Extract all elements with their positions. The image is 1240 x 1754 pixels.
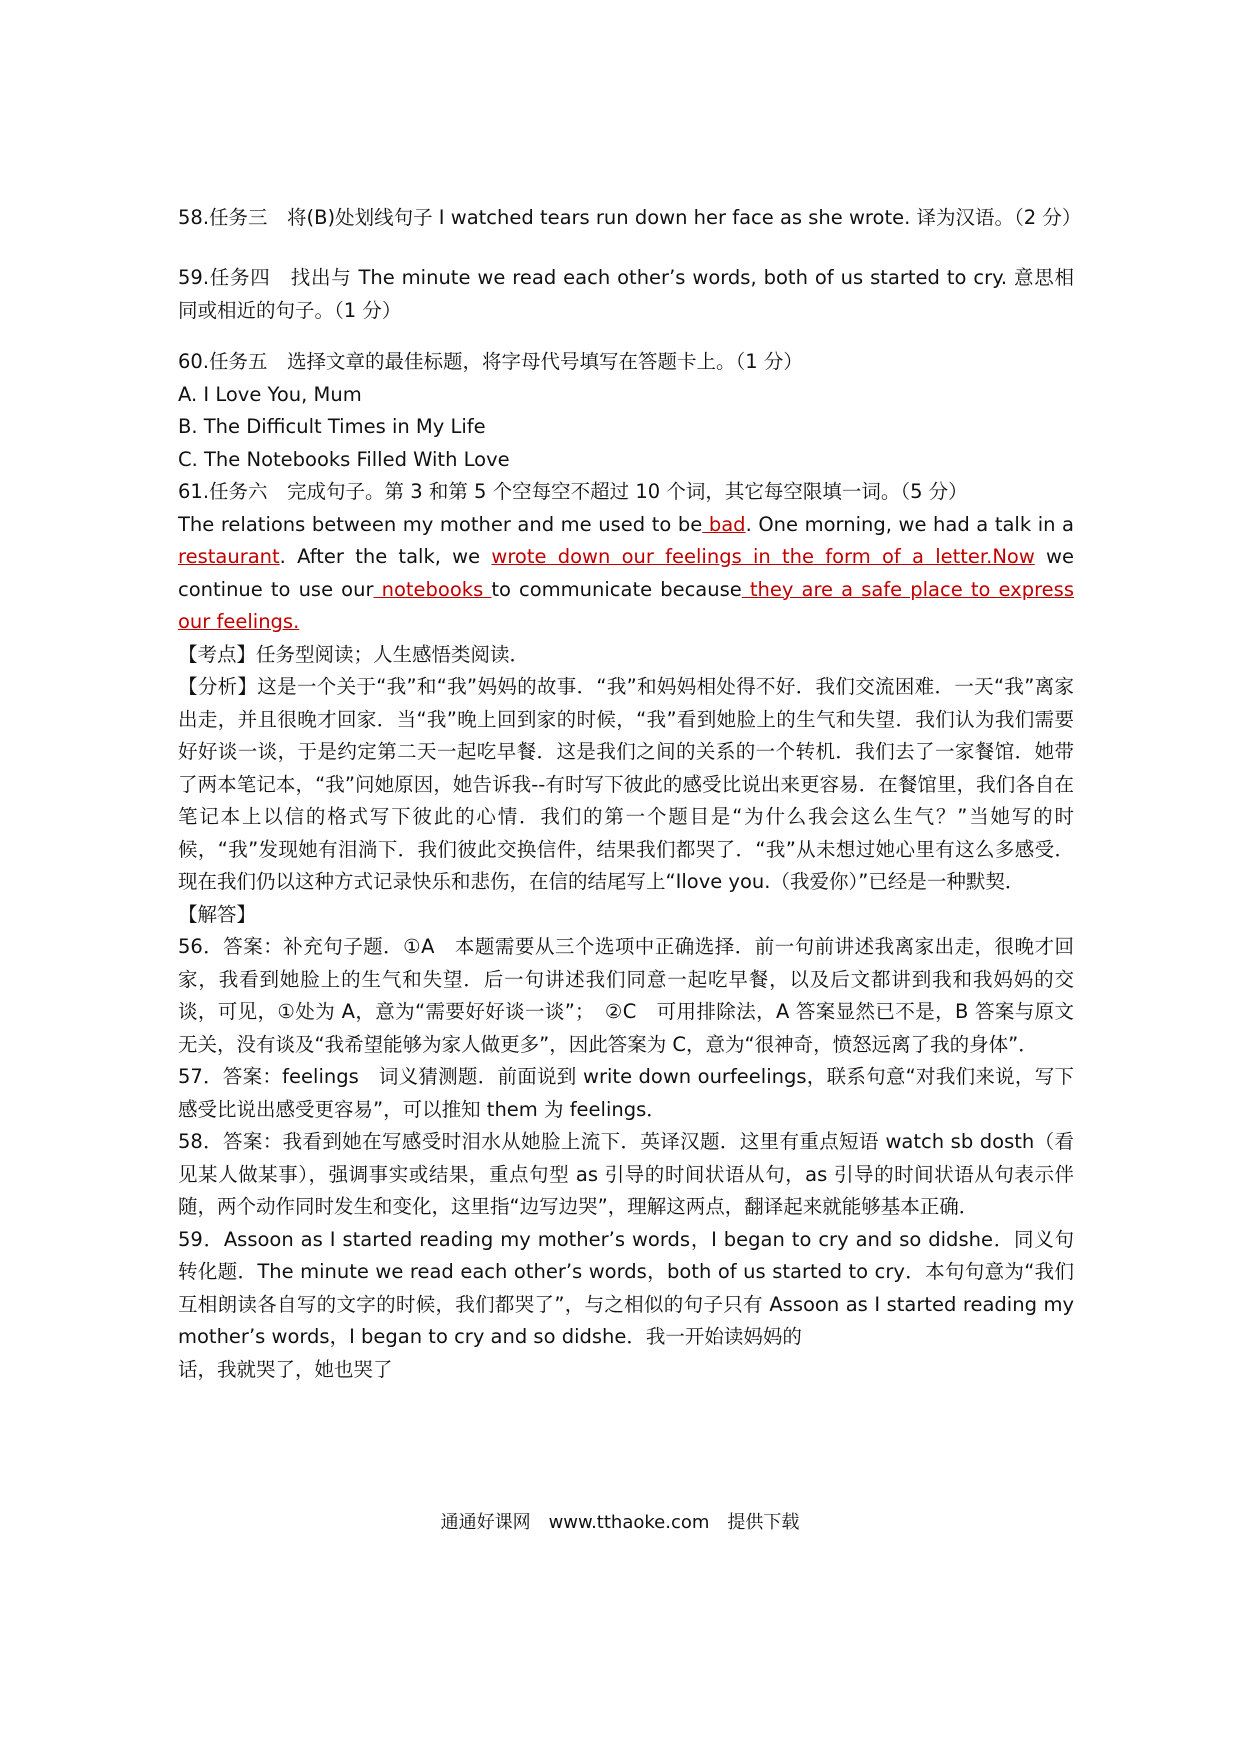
passage-text: The relations between my mother and me used to be	[178, 512, 703, 536]
answer-57: 57．答案：feelings 词义猜测题．前面说到 write down ourfeelings，联系句意“对我们来说，写下感受比说出感受更容易”，可以推知 them 为 feelings．	[178, 1065, 1074, 1121]
passage-text: we continue to use our	[178, 545, 1074, 601]
option-a: A. I Love You, Mum	[178, 382, 362, 406]
passage-text: . One morning, we had a talk in a	[745, 512, 1075, 536]
question-61-passage	[178, 509, 1074, 639]
question-61-stem: 61.任务六 完成句子。第 3 和第 5 个空每空不超过 10 个词，其它每空限填一词。（5 分）	[178, 480, 968, 503]
answer-56: 56．答案：补充句子题．①A 本题需要从三个选项中正确选择．前一句前讲述我离家出走，很晚才回家，我看到她脸上的生气和失望．后一句讲述我们同意一起吃早餐，以及后文都讲到我和我妈妈的交谈，可见，①处为 A，意为“需要好好谈一谈”； ②C 可用排除法，A 答案显然已不是，B 答案与原文无关，没有谈及“我希望能够为家人做更多”，因此答案为 C，意为“很神奇，愤怒远离了我的身体”．	[178, 935, 1074, 1056]
answer-blank-3: wrote down our feelings in the form of a letter.Now	[491, 545, 1035, 568]
page-footer: 通通好课网 www.tthaoke.com 提供下载	[440, 1512, 800, 1533]
passage-text: . After the talk, we	[279, 545, 492, 568]
answer-blank-1: bad	[702, 512, 746, 536]
question-59: 59.任务四 找出与 The minute we read each other’s words, both of us started to cry. 意思相同或相近的句子。（1 分）	[178, 266, 1074, 322]
solution-heading: 【解答】	[178, 902, 257, 926]
option-b: B. The Difficult Times in My Life	[178, 415, 486, 438]
answer-59-continued: 话，我就哭了，她也哭了	[178, 1357, 393, 1381]
answer-58: 58．答案：我看到她在写感受时泪水从她脸上流下．英译汉题．这里有重点短语 watch sb dosth（看见某人做某事），强调事实或结果，重点句型 as 引导的时间状语从句，as 引导的时间状语从句表示伴随，两个动作同时发生和变化，这里指“边写边哭”，理解这两点，翻译起来就能够基本正确．	[178, 1130, 1074, 1218]
answer-blank-2: restaurant	[178, 545, 280, 568]
answer-59: 59．Assoon as I started reading my mother’s words，I began to cry and so didshe．同义句转化题．The minute we read each other’s words，both of us started to cry．本句句意为“我们互相朗读各自写的文字的时候，我们都哭了”，与之相似的句子只有 Assoon as I started reading my mother’s words，I began to cry and so didshe．我一开始读妈妈的	[178, 1227, 1074, 1348]
passage-text: to communicate because	[491, 577, 742, 601]
question-60-stem: 60.任务五 选择文章的最佳标题，将字母代号填写在答题卡上。（1 分）	[178, 350, 803, 373]
kaodian-section: 【考点】任务型阅读；人生感悟类阅读．	[178, 642, 530, 666]
analysis-section: 【分析】这是一个关于“我”和“我”妈妈的故事．“我”和妈妈相处得不好．我们交流困难．一天“我”离家出走，并且很晚才回家．当“我”晚上回到家的时候，“我”看到她脸上的生气和失望．我们认为我们需要好好谈一谈，于是约定第二天一起吃早餐．这是我们之间的关系的一个转机．我们去了一家餐馆．她带了两本笔记本，“我”问她原因，她告诉我--有时写下彼此的感受比说出来更容易．在餐馆里，我们各自在笔记本上以信的格式写下彼此的心情．我们的第一个题目是“为什么我会这么生气？”当她写的时候，“我”发现她有泪淌下．我们彼此交换信件，结果我们都哭了．“我”从未想过她心里有这么多感受．现在我们仍以这种方式记录快乐和悲伤，在信的结尾写上“Ilove you.（我爱你）”已经是一种默契．	[178, 675, 1074, 893]
answer-blank-4: notebooks	[373, 577, 492, 601]
question-58: 58.任务三 将(B)处划线句子 I watched tears run down her face as she wrote. 译为汉语。（2 分）	[178, 206, 1082, 229]
answer-blank-5: they are a safe place to express our feelings.	[178, 577, 1074, 633]
question-60	[178, 346, 1074, 1386]
option-c: C. The Notebooks Filled With Love	[178, 447, 510, 471]
